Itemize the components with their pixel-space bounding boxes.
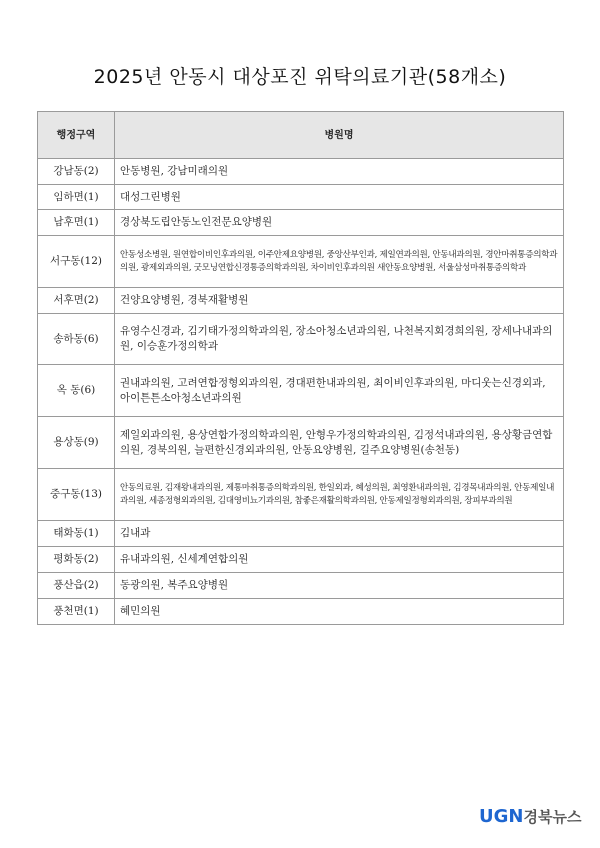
table-row <box>38 185 564 210</box>
district-cell: 용상동(9) <box>38 417 115 469</box>
hospitals-cell: 혜민의원 <box>115 599 564 625</box>
hospitals-cell: 김내과 <box>115 521 564 547</box>
hospitals-cell: 안동의료원, 김재왕내과의원, 제통마취통증의학과의원, 한일외과, 혜성의원, 최영환내과의원, 김경목내과의원, 안동제일내과의원, 세종정형외과의원, 김대영비뇨기과의원, 참좋은재활의학과의원, 안동제일정형외과의원, 장피부과의원 <box>115 469 564 521</box>
logo-name: 경북뉴스 <box>523 808 582 826</box>
hospitals-cell: 유영수신경과, 김기태가정의학과의원, 장소아청소년과의원, 나천복지회경희의원, 장세나내과의원, 이승훈가정의학과 <box>115 314 564 365</box>
table-row <box>38 159 564 185</box>
district-cell: 옥 동(6) <box>38 365 115 417</box>
table-row <box>38 547 564 573</box>
table-row <box>38 469 564 521</box>
table-row <box>38 521 564 547</box>
table-row <box>38 314 564 365</box>
district-cell: 강남동(2) <box>38 159 115 185</box>
hospitals-cell: 안동병원, 강남미래의원 <box>115 159 564 185</box>
table-row <box>38 599 564 625</box>
table-row <box>38 417 564 469</box>
page-title: 2025년 안동시 대상포진 위탁의료기관(58개소) <box>93 66 507 88</box>
table-row <box>38 365 564 417</box>
hospitals-cell: 안동성소병원, 원연합이비인후과의원, 이주안제요양병원, 중앙산부인과, 제일연과의원, 안동내과의원, 경안마취통증의학과의원, 광제외과의원, 굿모닝연합신경통증의학과의원, 차이비인후과의원 새안동요양병원, 서울삼성마취통증의학과 <box>115 236 564 288</box>
hospitals-cell: 제일외과의원, 용상연합가정의학과의원, 안형우가정의학과의원, 김정석내과의원, 용상황금연합의원, 경북의원, 늘편한신경외과의원, 안동요양병원, 길주요양병원(송천동) <box>115 417 564 469</box>
hospitals-cell: 건양요양병원, 경북재활병원 <box>115 288 564 314</box>
district-cell: 태화동(1) <box>38 521 115 547</box>
hospitals-cell: 유내과의원, 신세계연합의원 <box>115 547 564 573</box>
header-district: 행정구역 <box>38 112 115 159</box>
district-cell: 중구동(13) <box>38 469 115 521</box>
hospitals-cell: 동광의원, 복주요양병원 <box>115 573 564 599</box>
hospitals-cell: 대성그린병원 <box>115 185 564 210</box>
hospitals-cell: 권내과의원, 고려연합정형외과의원, 경대편한내과의원, 최이비인후과의원, 마디웃는신경외과, 아이튼튼소아청소년과의원 <box>115 365 564 417</box>
hospitals-cell: 경상북도립안동노인전문요양병원 <box>115 210 564 236</box>
hospital-table <box>37 111 564 625</box>
table-row <box>38 210 564 236</box>
district-cell: 남후면(1) <box>38 210 115 236</box>
district-cell: 임하면(1) <box>38 185 115 210</box>
district-cell: 풍천면(1) <box>38 599 115 625</box>
header-hospitals: 병원명 <box>115 112 564 159</box>
district-cell: 송하동(6) <box>38 314 115 365</box>
table-header-row <box>38 112 564 159</box>
ugn-logo <box>479 806 581 830</box>
district-cell: 풍산읍(2) <box>38 573 115 599</box>
table-row <box>38 288 564 314</box>
district-cell: 서구동(12) <box>38 236 115 288</box>
table-row <box>38 573 564 599</box>
district-cell: 서후면(2) <box>38 288 115 314</box>
table-row <box>38 236 564 288</box>
logo-brand: UGN <box>479 806 524 827</box>
district-cell: 평화동(2) <box>38 547 115 573</box>
